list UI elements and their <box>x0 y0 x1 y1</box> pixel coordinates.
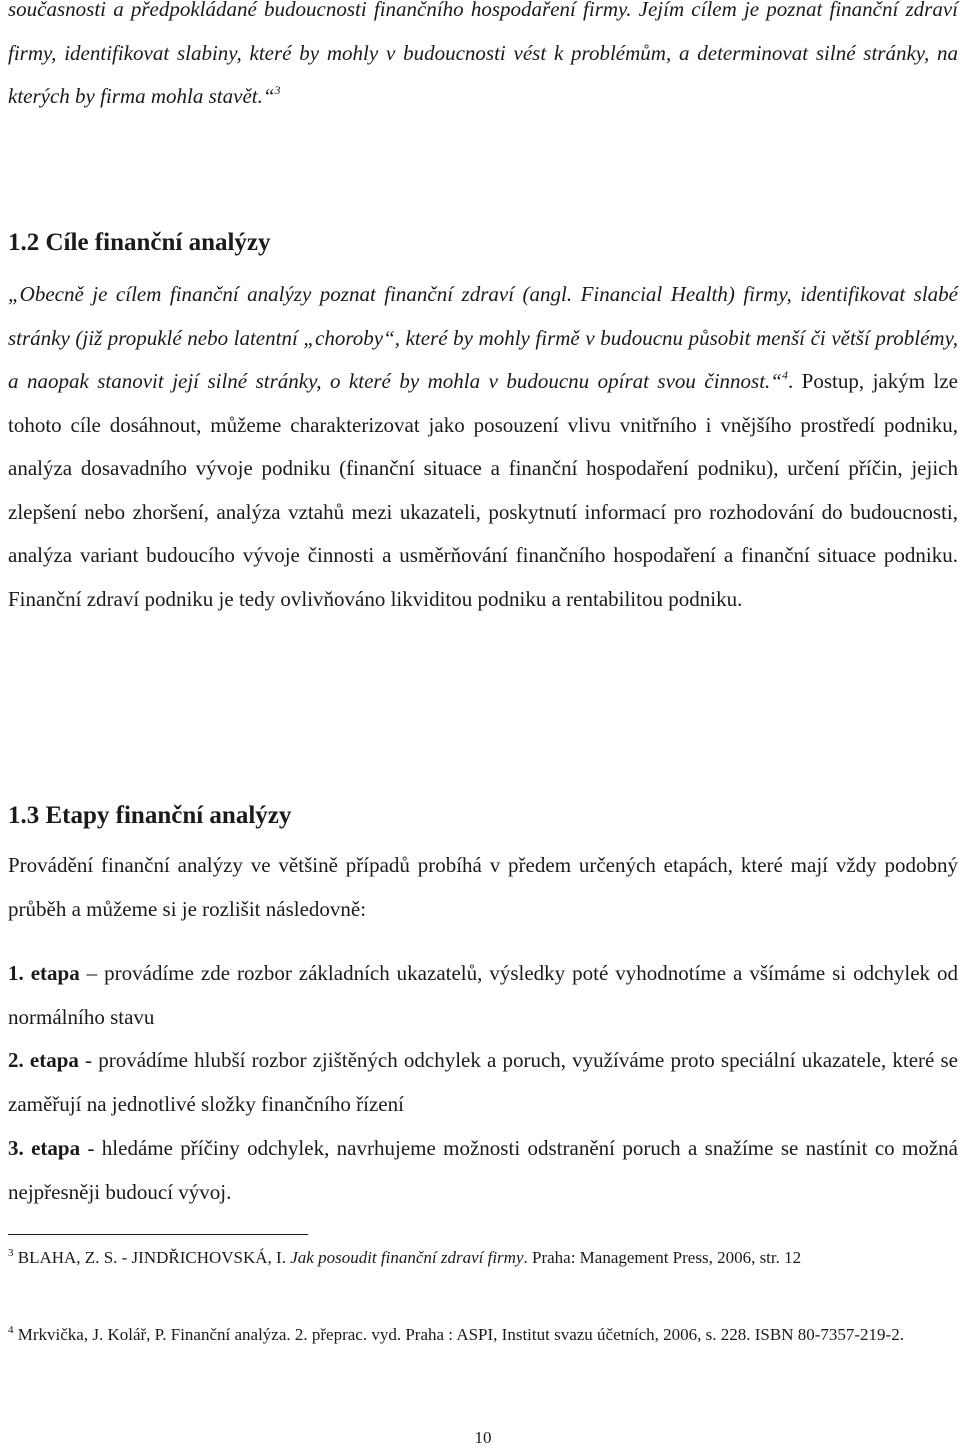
etapy-intro: Provádění finanční analýzy ve většině případů probíhá v předem určených etapách, které mají vždy podobný průběh a můžeme si je rozlišit následovně: <box>8 853 958 921</box>
section-heading-etapy: 1.3 Etapy finanční analýzy <box>8 802 292 829</box>
stage-3 <box>8 1127 958 1214</box>
intro-quote-text: současnosti a předpokládané budoucnosti finančního hospodaření firmy. Jejím cílem je poznat finanční zdraví firmy, identifikovat slabiny, které by mohly v budoucnosti vést k problémům, a determinovat silné stránky, na kterých by firma mohla stavět.“ <box>8 0 958 108</box>
footnote-4 <box>8 1322 948 1347</box>
footnote-text: BLAHA, Z. S. - JINDŘICHOVSKÁ, I. <box>13 1248 291 1267</box>
stage-label: 3. etapa <box>8 1136 81 1160</box>
footnote-title: Jak posoudit finanční zdraví firmy <box>290 1248 524 1267</box>
intro-paragraph <box>8 0 958 119</box>
stage-2 <box>8 1039 958 1126</box>
stage-text: – provádíme zde rozbor základních ukazatelů, výsledky poté vyhodnotíme a všímáme si odchylek od normálního stavu <box>8 961 958 1029</box>
footnote-text: . Praha: Management Press, 2006, str. 12 <box>523 1248 802 1267</box>
stage-label: 2. etapa <box>8 1048 79 1072</box>
footnote-number: 4 <box>8 1324 14 1336</box>
footnote-text: Mrkvička, J. Kolář, P. Finanční analýza. 2. přeprac. vyd. Praha : ASPI, Institut svazu účetních, 2006, s. 228. ISBN 80-7357-219-2. <box>13 1325 904 1344</box>
stage-text: - hledáme příčiny odchylek, navrhujeme možnosti odstranění poruch a snažíme se nastínit co možná nejpřesněji budoucí vývoj. <box>8 1136 958 1204</box>
section-heading-cile: 1.2 Cíle finanční analýzy <box>8 229 271 256</box>
footnote-ref-4: 4 <box>781 368 788 382</box>
cile-body: . Postup, jakým lze tohoto cíle dosáhnout, můžeme charakterizovat jako posouzení vlivu vnitřního i vnějšího prostředí podniku, analýza dosavadního vývoje podniku (finanční situace a finanční hospodaření podniku), určení příčin, jejich zlepšení nebo zhoršení, analýza vztahů mezi ukazateli, poskytnutí informací pro rozhodování do budoucnosti, analýza variant budoucího vývoje činnosti a usměrňování finančního hospodaření a finanční situace podniku. Finanční zdraví podniku je tedy ovlivňováno likviditou podniku a rentabilitou podniku. <box>8 369 958 611</box>
footnote-ref-3: 3 <box>274 83 281 97</box>
footnote-3 <box>8 1245 948 1270</box>
stage-text: - provádíme hlubší rozbor zjištěných odchylek a poruch, využíváme proto speciální ukazatele, které se zaměřují na jednotlivé složky finančního řízení <box>8 1048 959 1116</box>
footnote-separator <box>8 1234 308 1235</box>
cile-quote: „Obecně je cílem finanční analýzy poznat finanční zdraví (angl. Financial Health) firmy, identifikovat slabé stránky (již propuklé nebo latentní „choroby“, které by mohly firmě v budoucnu působit menší či větší problémy, a naopak stanovit její silné stránky, o které by mohla v budoucnu opírat svou činnost.“ <box>8 282 958 393</box>
page-number: 10 <box>474 1428 492 1447</box>
stage-1 <box>8 952 958 1039</box>
stage-label: 1. etapa <box>8 961 80 985</box>
cile-paragraph <box>8 273 958 621</box>
footnote-number: 3 <box>8 1247 14 1259</box>
